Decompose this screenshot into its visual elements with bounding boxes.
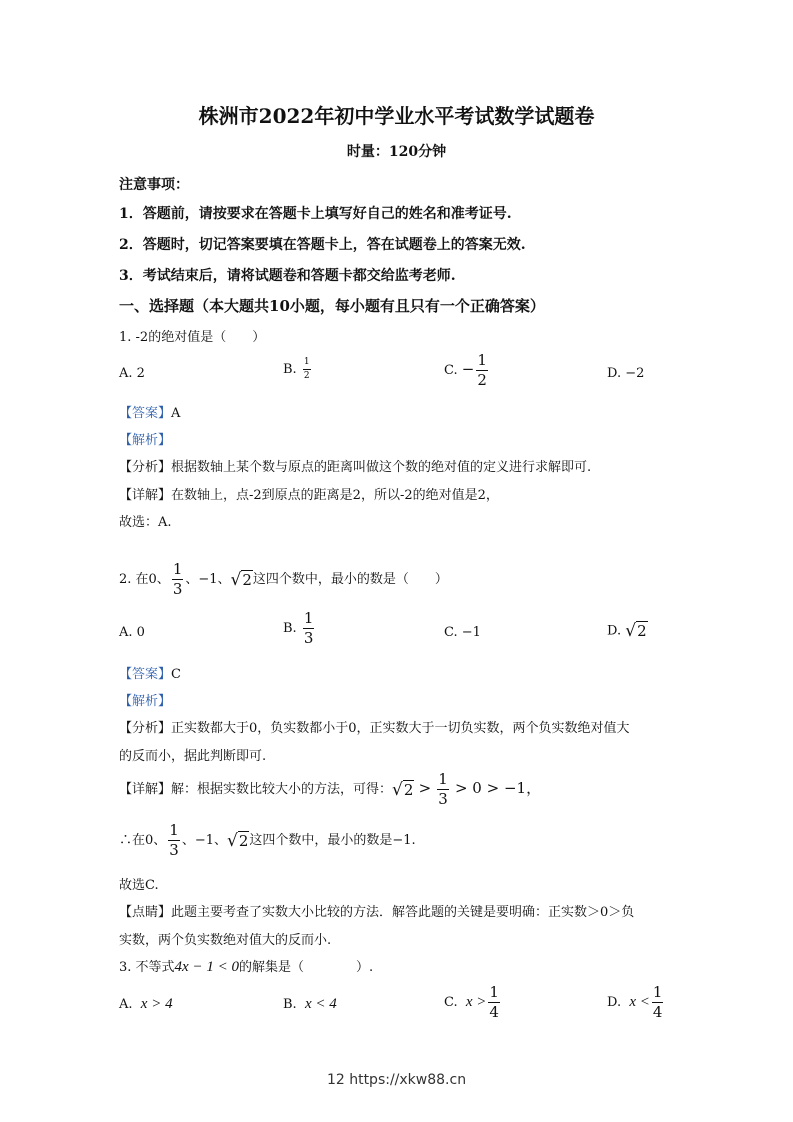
q3-c-den: 4 [489, 1003, 499, 1021]
q2-stem-radicand: 2 [242, 570, 252, 589]
q2-b-den: 3 [303, 629, 314, 647]
section-heading: 一、选择题（本大题共10小题，每小题有且只有一个正确答案） [119, 297, 545, 315]
q3-option-b-expr: x < 4 [304, 996, 337, 1012]
q2-tf-den: 3 [169, 841, 179, 859]
q2-xj-sqrt: √2 [392, 779, 414, 800]
q2-d-radicand: 2 [637, 622, 647, 640]
q2-answer-value: C [171, 667, 181, 682]
q2-fenxi-text-1: 正实数都大于0，负实数都小于0，正实数大于一切负实数，两个负实数绝对值大 [171, 721, 630, 736]
q1-option-b [283, 358, 313, 381]
q2-tf-radicand: 2 [238, 831, 249, 850]
q2-dianjing-cont: 实数，两个负实数绝对值大的反而小. [119, 933, 332, 948]
q3-option-c-label: C. [444, 995, 458, 1010]
q3-d-den: 4 [652, 1003, 663, 1021]
q2-option-c: C. −1 [444, 625, 481, 640]
q2-therefore-pre: ∴在0、 [119, 833, 167, 848]
q2-xiangjie-pre: 解：根据实数比较大小的方法，可得： [171, 782, 393, 797]
q2-b-num: 1 [303, 609, 314, 627]
q2-tf-mid: 、−1、 [181, 833, 227, 848]
q3-stem-pre: 3. 不等式 [119, 960, 175, 975]
q2-option-a: A. 0 [119, 625, 145, 640]
q1-fenxi-tag: 【分析】 [119, 460, 172, 475]
q2-stem-fraction [172, 562, 184, 597]
q2-dianjing-text-1: 此题主要考查了实数大小比较的方法．解答此题的关键是要明确：正实数＞0＞负 [171, 905, 635, 920]
q2-xj-radicand: 2 [403, 780, 414, 799]
q3-stem [119, 956, 373, 976]
q3-option-a-label: A. [119, 997, 133, 1012]
q2-stem-post: 这四个数中，最小的数是（ ） [252, 572, 448, 587]
q1-jiexi: 【解析】 [119, 433, 172, 448]
q3-option-c-fraction [488, 985, 500, 1020]
q2-jiexi: 【解析】 [119, 694, 172, 709]
q2-option-d-sqrt: √2 [625, 621, 647, 641]
q3-option-d-fraction [652, 985, 664, 1020]
q1-b-den: 2 [303, 371, 310, 381]
q1-xiangjie [119, 484, 499, 503]
q3-option-a-expr: x > 4 [140, 996, 173, 1012]
q3-d-num: 1 [652, 983, 663, 1001]
q3-option-c-expr: x > [465, 994, 487, 1010]
q2-stem-den: 3 [172, 580, 183, 598]
q3-option-b-label: B. [283, 997, 297, 1012]
q3-option-a [119, 996, 173, 1013]
page-footer: 12 https://xkw88.cn [326, 1072, 467, 1088]
q2-stem [119, 562, 448, 597]
q2-guxuan: 故选C. [119, 878, 159, 893]
q1-xiangjie-tag: 【详解】 [119, 488, 172, 503]
q2-xj-tail: > 0 > −1， [454, 779, 542, 797]
q2-tf-num: 1 [169, 821, 179, 839]
q2-fenxi-cont: 的反而小，据此判断即可. [119, 749, 267, 764]
q2-stem-sqrt: √2 [230, 569, 252, 590]
q2-option-d [607, 621, 648, 641]
q2-stem-mid: 、−1、 [185, 572, 231, 587]
notes-heading: 注意事项： [119, 177, 189, 193]
q2-stem-pre: 2. 在0、 [119, 572, 170, 587]
q1-option-a: A. 2 [119, 366, 145, 381]
q1-option-d: D. −2 [607, 366, 645, 381]
q1-c-sign: − [461, 360, 475, 378]
q1-option-b-fraction [303, 358, 311, 381]
q2-xiangjie [119, 772, 541, 807]
q3-option-d-expr: x < [629, 994, 650, 1010]
q3-stem-post: 的解集是（ ）. [238, 960, 374, 975]
q2-xj-den: 3 [438, 790, 448, 808]
note-item-3: 3．考试结束后，请将试题卷和答题卡都交给监考老师. [119, 268, 456, 284]
q2-option-b-fraction [303, 611, 315, 646]
q3-stem-expr: 4x − 1 < 0 [174, 959, 239, 975]
q1-b-num: 1 [303, 358, 311, 370]
q2-xiangjie-tag: 【详解】 [119, 782, 172, 797]
q2-fenxi-tag: 【分析】 [119, 721, 172, 736]
q2-option-b-label: B. [283, 621, 297, 636]
q1-answer-value: A [171, 406, 181, 421]
q2-answer [119, 663, 181, 682]
q2-option-b [283, 611, 316, 646]
q3-c-num: 1 [489, 983, 499, 1001]
q2-answer-tag: 【答案】 [119, 667, 172, 682]
q2-xj-num: 1 [438, 770, 448, 788]
q1-c-num: 1 [477, 351, 487, 369]
q1-guxuan: 故选：A. [119, 515, 172, 530]
q1-option-c [444, 353, 490, 388]
q2-therefore [119, 823, 416, 858]
q1-xiangjie-text: 在数轴上，点-2到原点的距离是2，所以-2的绝对值是2， [171, 488, 499, 503]
q2-fenxi [119, 717, 630, 736]
q2-dianjing [119, 901, 634, 920]
q2-dianjing-tag: 【点睛】 [119, 905, 172, 920]
q2-option-d-label: D. [607, 623, 622, 639]
q1-option-c-fraction [476, 353, 488, 388]
q3-option-b [283, 996, 337, 1013]
q3-option-d-label: D. [607, 995, 622, 1010]
q2-tf-post: 这四个数中，最小的数是−1. [249, 833, 416, 848]
q1-option-c-label: C. [444, 363, 458, 378]
q1-option-b-label: B. [283, 362, 297, 377]
q3-option-d [607, 985, 665, 1020]
page-title: 株洲市2022年初中学业水平考试数学试题卷 [198, 104, 595, 128]
q2-xj-fraction [437, 772, 449, 807]
q1-stem: 1. -2的绝对值是（ ） [119, 330, 266, 345]
q1-c-den: 2 [477, 371, 487, 389]
q3-option-c [444, 985, 502, 1020]
exam-duration: 时量：120分钟 [346, 144, 447, 160]
q1-fenxi [119, 456, 591, 475]
q1-answer [119, 402, 180, 421]
q1-fenxi-text: 根据数轴上某个数与原点的距离叫做这个数的绝对值的定义进行求解即可. [171, 460, 592, 475]
q2-xj-gt: > [418, 779, 432, 797]
q2-tf-sqrt: √2 [227, 830, 249, 851]
q2-stem-num: 1 [172, 560, 183, 578]
q2-therefore-fraction [168, 823, 180, 858]
note-item-1: 1．答题前，请按要求在答题卡上填写好自己的姓名和准考证号. [119, 206, 512, 222]
q1-answer-tag: 【答案】 [119, 406, 172, 421]
note-item-2: 2．答题时，切记答案要填在答题卡上，答在试题卷上的答案无效. [119, 237, 526, 253]
